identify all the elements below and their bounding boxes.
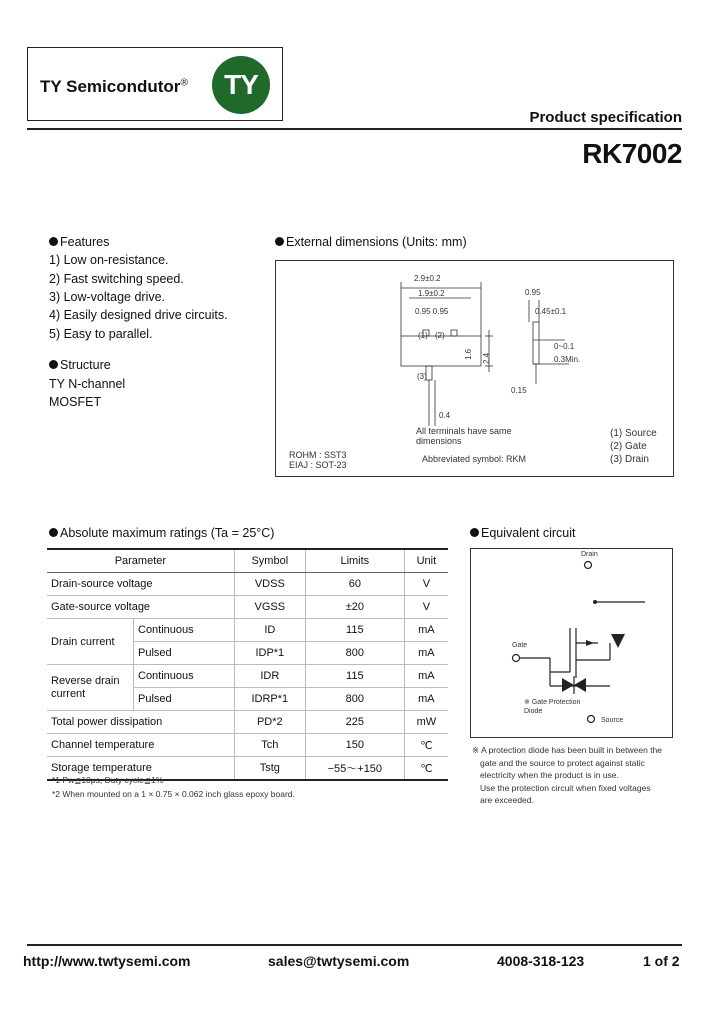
dimension-note: All terminals have same dimensions xyxy=(416,426,512,446)
dim-lead-thick: 0.15 xyxy=(511,386,527,395)
dim-standoff: 0~0.1 xyxy=(554,342,575,351)
pin-1-label: (1) xyxy=(418,331,428,340)
features-title: Features xyxy=(49,235,109,249)
dim-pitch: 0.95 0.95 xyxy=(415,307,449,316)
table-row: Drain current Continuous ID 115 mA xyxy=(47,619,448,642)
protection-diode-label: ※ Gate Protection Diode xyxy=(524,699,581,715)
registered-mark: ® xyxy=(180,77,188,89)
page-number: 1 of 2 xyxy=(643,953,680,969)
table-row: Reverse drain current Continuous IDR 115 mA xyxy=(47,665,448,688)
company-name: TY Semicondutor® xyxy=(40,77,188,96)
dim-side: 0.95 xyxy=(525,288,541,297)
eiaj-package: EIAJ : SOT-23 xyxy=(289,460,347,470)
gate-protection-diode xyxy=(562,676,586,694)
footer-phone: 4008-318-123 xyxy=(497,953,585,969)
table-row: Channel temperature Tch 150 ℃ xyxy=(47,734,448,757)
drain-label: Drain xyxy=(581,551,598,558)
pin-2-label: (2) xyxy=(435,331,445,340)
footnote-2: *2 When mounted on a 1 × 0.75 × 0.062 inch glass epoxy board. xyxy=(52,789,295,799)
equivalent-title: Equivalent circuit xyxy=(470,526,576,540)
structure-line: TY N-channel xyxy=(49,377,126,391)
doc-type: Product specification xyxy=(529,109,682,126)
legend-drain: (3) Drain xyxy=(610,454,649,465)
dim-width: 2.9±0.2 xyxy=(414,274,441,283)
footer-email[interactable]: sales@twtysemi.com xyxy=(268,953,410,969)
feature-item: 5) Easy to parallel. xyxy=(49,327,153,341)
page-title: RK7002 xyxy=(582,138,682,169)
header-unit: Unit xyxy=(404,549,448,573)
footnote-1: *1 Pw≦10μs, Duty cycle≦1% xyxy=(52,775,164,785)
feature-item: 1) Low on-resistance. xyxy=(49,253,169,267)
table-row: Pulsed IDRP*1 800 mA xyxy=(47,688,448,711)
abbreviated-symbol: Abbreviated symbol: RKM xyxy=(422,454,527,464)
gate-label: Gate xyxy=(512,642,528,649)
dim-overall: 2.4 xyxy=(482,352,491,364)
dim-min: 0.3Min. xyxy=(554,355,581,364)
table-row: Drain-source voltage VDSS 60 V xyxy=(47,573,448,596)
dim-lead: 0.4 xyxy=(439,411,451,420)
company-logo: TY xyxy=(212,56,270,114)
header-limits: Limits xyxy=(305,549,404,573)
footer-rule xyxy=(27,944,682,946)
header-symbol: Symbol xyxy=(234,549,305,573)
feature-item: 2) Fast switching speed. xyxy=(49,272,184,286)
legend-gate: (2) Gate xyxy=(610,441,647,452)
dim-height: 1.6 xyxy=(464,348,473,360)
table-row: Storage temperature Tstg −55～+150 ℃ xyxy=(47,757,448,781)
table-row: Pulsed IDP*1 800 mA xyxy=(47,642,448,665)
equivalent-note: ※ A protection diode has been built in between the gate and the source to protect against static electricity when the product is in use. Use the protection circuit when fixed voltages are exceeded. xyxy=(472,745,663,805)
dim-body: 1.9±0.2 xyxy=(418,289,445,298)
dimensions-title: External dimensions (Units: mm) xyxy=(275,235,467,249)
table-row: Total power dissipation PD*2 225 mW xyxy=(47,711,448,734)
rohm-package: ROHM : SST3 xyxy=(289,450,347,460)
footer-url[interactable]: http://www.twtysemi.com xyxy=(23,953,191,969)
feature-item: 3) Low-voltage drive. xyxy=(49,290,166,304)
pin-3-label: (3) xyxy=(417,372,427,381)
legend-source: (1) Source xyxy=(610,428,657,439)
header-parameter: Parameter xyxy=(47,549,234,573)
table-row: Gate-source voltage VGSS ±20 V xyxy=(47,596,448,619)
ratings-table xyxy=(47,548,448,781)
structure-line: MOSFET xyxy=(49,395,102,409)
structure-title: Structure xyxy=(49,358,111,372)
source-label: Source xyxy=(601,717,624,724)
feature-item: 4) Easily designed drive circuits. xyxy=(49,308,228,322)
header-rule xyxy=(27,128,682,130)
dim-thick: 0.45±0.1 xyxy=(535,307,567,316)
ratings-title: Absolute maximum ratings (Ta = 25°C) xyxy=(49,526,274,540)
